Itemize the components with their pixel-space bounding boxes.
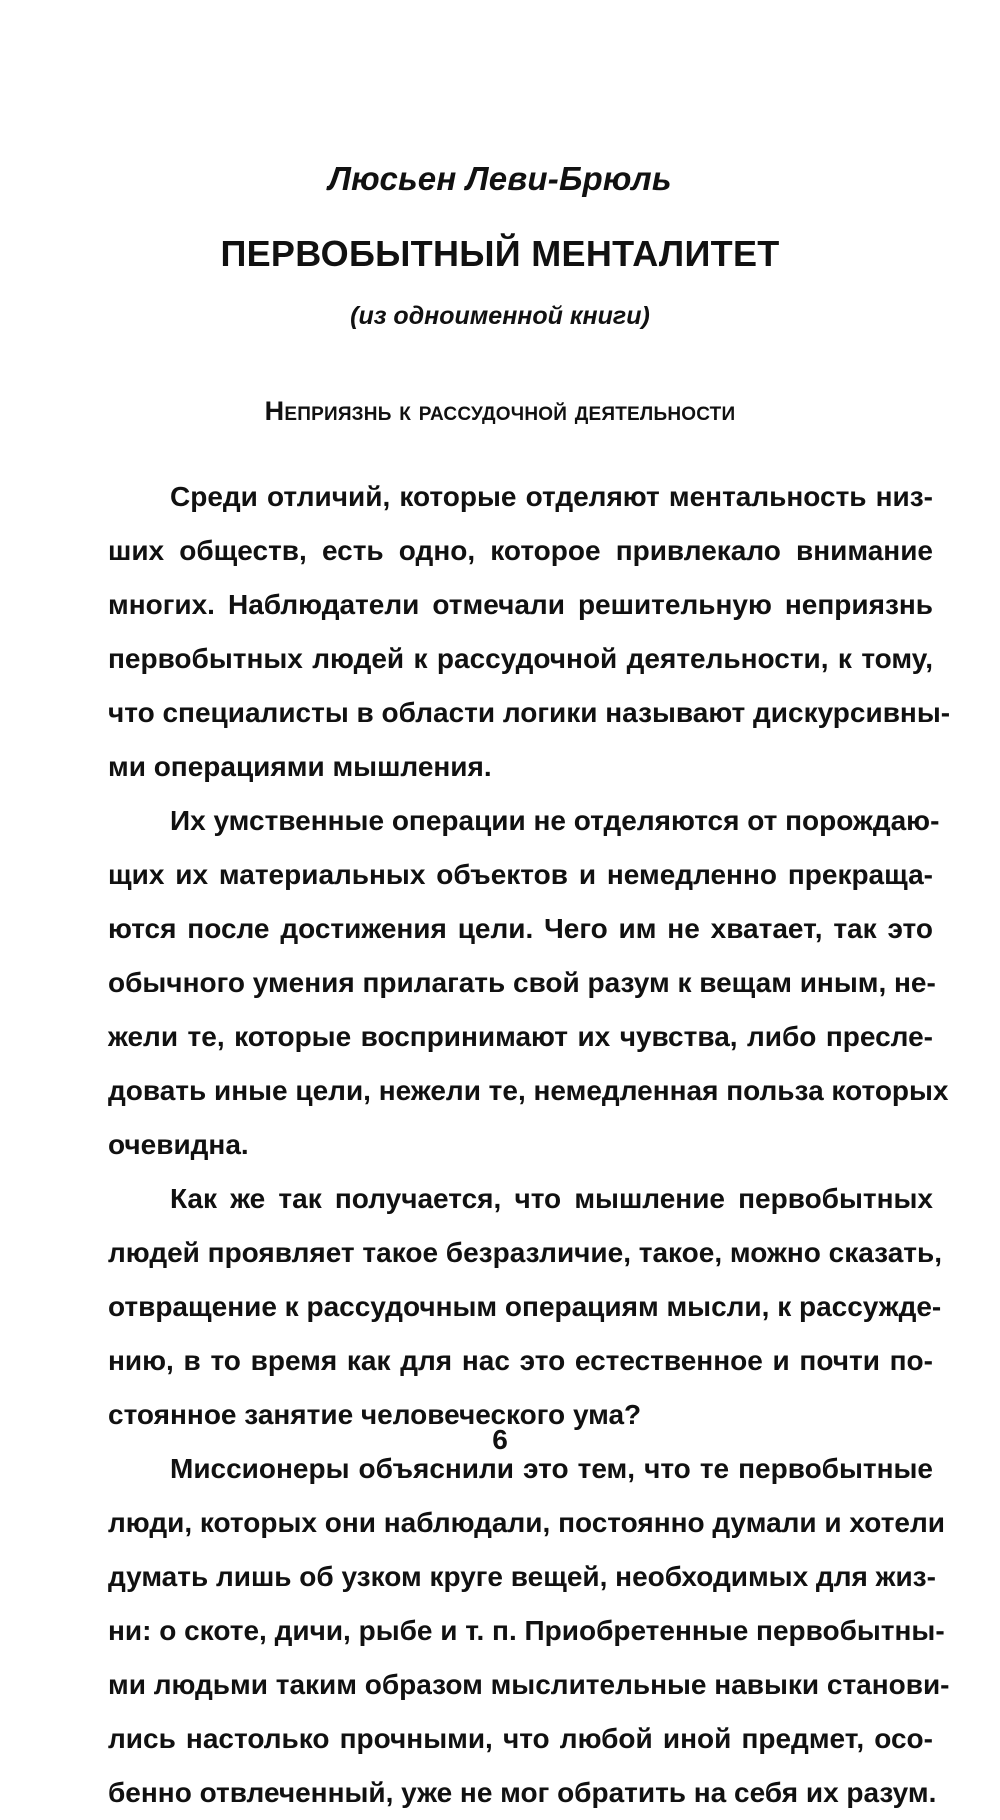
text-line: Их умственные операции не отделяются от порождаю- (170, 805, 940, 836)
text-line: что специалисты в области логики называют дискурсивны- (108, 697, 951, 728)
author-name: Люсьен Леви-Брюль (328, 160, 672, 197)
text-line: довать иные цели, нежели те, немедленная польза которых (108, 1075, 949, 1106)
text-line: думать лишь об узком круге вещей, необходимых для жиз- (108, 1561, 936, 1592)
text-line: ни: о скоте, дичи, рыбе и т. п. Приобретенные первобытны- (108, 1615, 945, 1646)
text-line: бенно отвлеченный, уже не мог обратить на себя их разум. (108, 1777, 937, 1808)
text-line: отвращение к рассудочным операциям мысли, к рассужде- (108, 1291, 942, 1322)
page-title: ПЕРВОБЫТНЫЙ МЕНТАЛИТЕТ (220, 233, 780, 274)
paragraph-1 (108, 470, 951, 794)
section-heading: Неприязнь к рассудочной деятельности (264, 396, 736, 426)
paragraph-4 (108, 1442, 950, 1820)
text-line: Миссионеры объяснили это тем, что те первобытные (170, 1453, 933, 1484)
page-number: 6 (492, 1424, 508, 1455)
text-line: первобытных людей к рассудочной деятельности, к тому, (108, 643, 933, 674)
text-line: щих их материальных объектов и немедленно прекраща- (108, 859, 933, 890)
text-line: многих. Наблюдатели отмечали решительную неприязнь (108, 589, 933, 620)
text-line: ми операциями мышления. (108, 751, 492, 782)
text-line: ших обществ, есть одно, которое привлекало внимание (108, 535, 933, 566)
source-note: (из одноименной книги) (350, 302, 650, 330)
text-line: жели те, которые воспринимают их чувства, либо пресле- (108, 1021, 933, 1052)
body-text (108, 470, 951, 1820)
text-line: ми людьми таким образом мыслительные навыки станови- (108, 1669, 950, 1700)
text-line: стоянное занятие человеческого ума? (108, 1399, 642, 1430)
text-line: лись настолько прочными, что любой иной предмет, осо- (108, 1723, 933, 1754)
paragraph-2 (108, 794, 949, 1172)
text-line: Среди отличий, которые отделяют ментальность низ- (170, 481, 933, 512)
text-line: очевидна. (108, 1129, 249, 1160)
text-line: ются после достижения цели. Чего им не хватает, так это (108, 913, 933, 944)
text-line: обычного умения прилагать свой разум к вещам иным, не- (108, 967, 936, 998)
text-line: люди, которых они наблюдали, постоянно думали и хотели (108, 1507, 945, 1538)
paragraph-3 (108, 1172, 942, 1442)
text-line: людей проявляет такое безразличие, такое, можно сказать, (108, 1237, 942, 1268)
text-line: Как же так получается, что мышление первобытных (170, 1183, 933, 1214)
text-line: нию, в то время как для нас это естественное и почти по- (108, 1345, 933, 1376)
